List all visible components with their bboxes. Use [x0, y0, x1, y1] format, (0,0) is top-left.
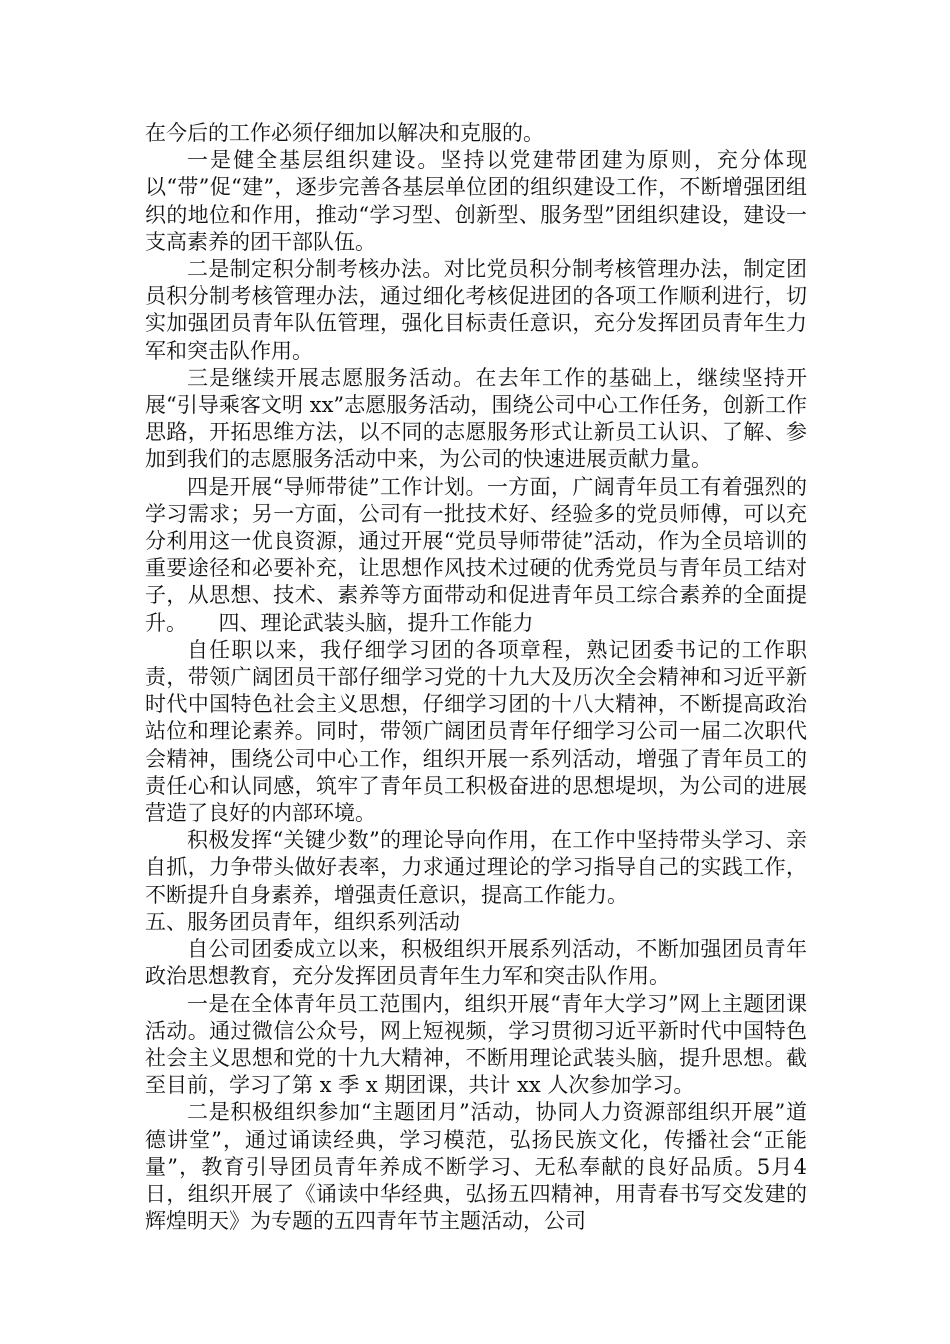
paragraph-key-minority: 积极发挥“关键少数”的理论导向作用，在工作中坚持带头学习、亲自抓，力争带头做好表率，力求通过理论的学习指导自己的实践工作，不断提升自身素养，增强责任意识，提高工作能力。: [145, 828, 807, 907]
section-heading-five: 五、服务团员青年，组织系列活动: [145, 909, 460, 934]
paragraph-grassroots-organization: 一是健全基层组织建设。坚持以党建带团建为原则，充分体现以“带”促“建”，逐步完善各基层单位团的组织建设工作，不断增强团组织的地位和作用，推动“学习型、创新型、服务型”团组织建设，建设一支高素养的团干部队伍。: [145, 148, 807, 254]
paragraph-mentorship: 四是开展“导师带徒”工作计划。一方面，广阔青年员工有着强烈的学习需求；另一方面，公司有一批技术好、经验多的党员师傅，可以充分利用这一优良资源，通过开展“党员导师带徒”活动，作为全员培训的重要途径和必要补充，让思想作风技术过硬的优秀党员与青年员工结对子，从思想、技术、素养等方面带动和促进青年员工综合素养的全面提升。 四、理论武装头脑，提升工作能力: [145, 474, 807, 635]
paragraph-continuation: 在今后的工作必须仔细加以解决和克服的。: [145, 121, 544, 145]
paragraph-points-assessment: 二是制定积分制考核办法。对比党员积分制考核管理办法，制定团员积分制考核管理办法，通过细化考核促进团的各项工作顺利进行，切实加强团员青年队伍管理，强化目标责任意识，充分发挥团员青年生力军和突击队作用。: [145, 257, 807, 363]
paragraph-theory-study: 自任职以来，我仔细学习团的各项章程，熟记团委书记的工作职责，带领广阔团员干部仔细学习党的十九大及历次全会精神和习近平新时代中国特色社会主义思想，仔细学习团的十八大精神，不断提高政治站位和理论素养。同时，带领广阔团员青年仔细学习公司一届二次职代会精神，围绕公司中心工作，组织开展一系列活动，增强了青年员工的责任心和认同感，筑牢了青年员工积极奋进的思想堤坝，为公司的进展营造了良好的内部环境。: [145, 637, 807, 826]
document-body: [145, 120, 807, 1235]
paragraph-youth-study: 一是在全体青年员工范围内，组织开展“青年大学习”网上主题团课活动。通过微信公众号，网上短视频，学习贯彻习近平新时代中国特色社会主义思想和党的十九大精神，不断用理论武装头脑，提升思想。截至目前，学习了第 x 季 x 期团课，共计 xx 人次参加学习。: [145, 991, 807, 1098]
paragraph-theme-month: 二是积极组织参加“主题团月”活动，协同人力资源部组织开展”道德讲堂”，通过诵读经典，学习模范，弘扬民族文化，传播社会“正能量”，教育引导团员青年养成不断学习、无私奉献的良好品质。5月4日，组织开展了《诵读中华经典，弘扬五四精神，用青春书写交发建的辉煌明天》为专题的五四青年节主题活动，公司: [145, 1100, 807, 1234]
paragraph-series-activities: 自公司团委成立以来，积极组织开展系列活动，不断加强团员青年政治思想教育，充分发挥团员青年生力军和突击队作用。: [145, 937, 807, 989]
paragraph-volunteer-service: 三是继续开展志愿服务活动。在去年工作的基础上，继续坚持开展“引导乘客文明 xx”志愿服务活动，围绕公司中心工作任务，创新工作思路，开拓思维方法，以不同的志愿服务形式让新员工认识、了解、参加到我们的志愿服务活动中来，为公司的快速进展贡献力量。: [145, 365, 807, 472]
